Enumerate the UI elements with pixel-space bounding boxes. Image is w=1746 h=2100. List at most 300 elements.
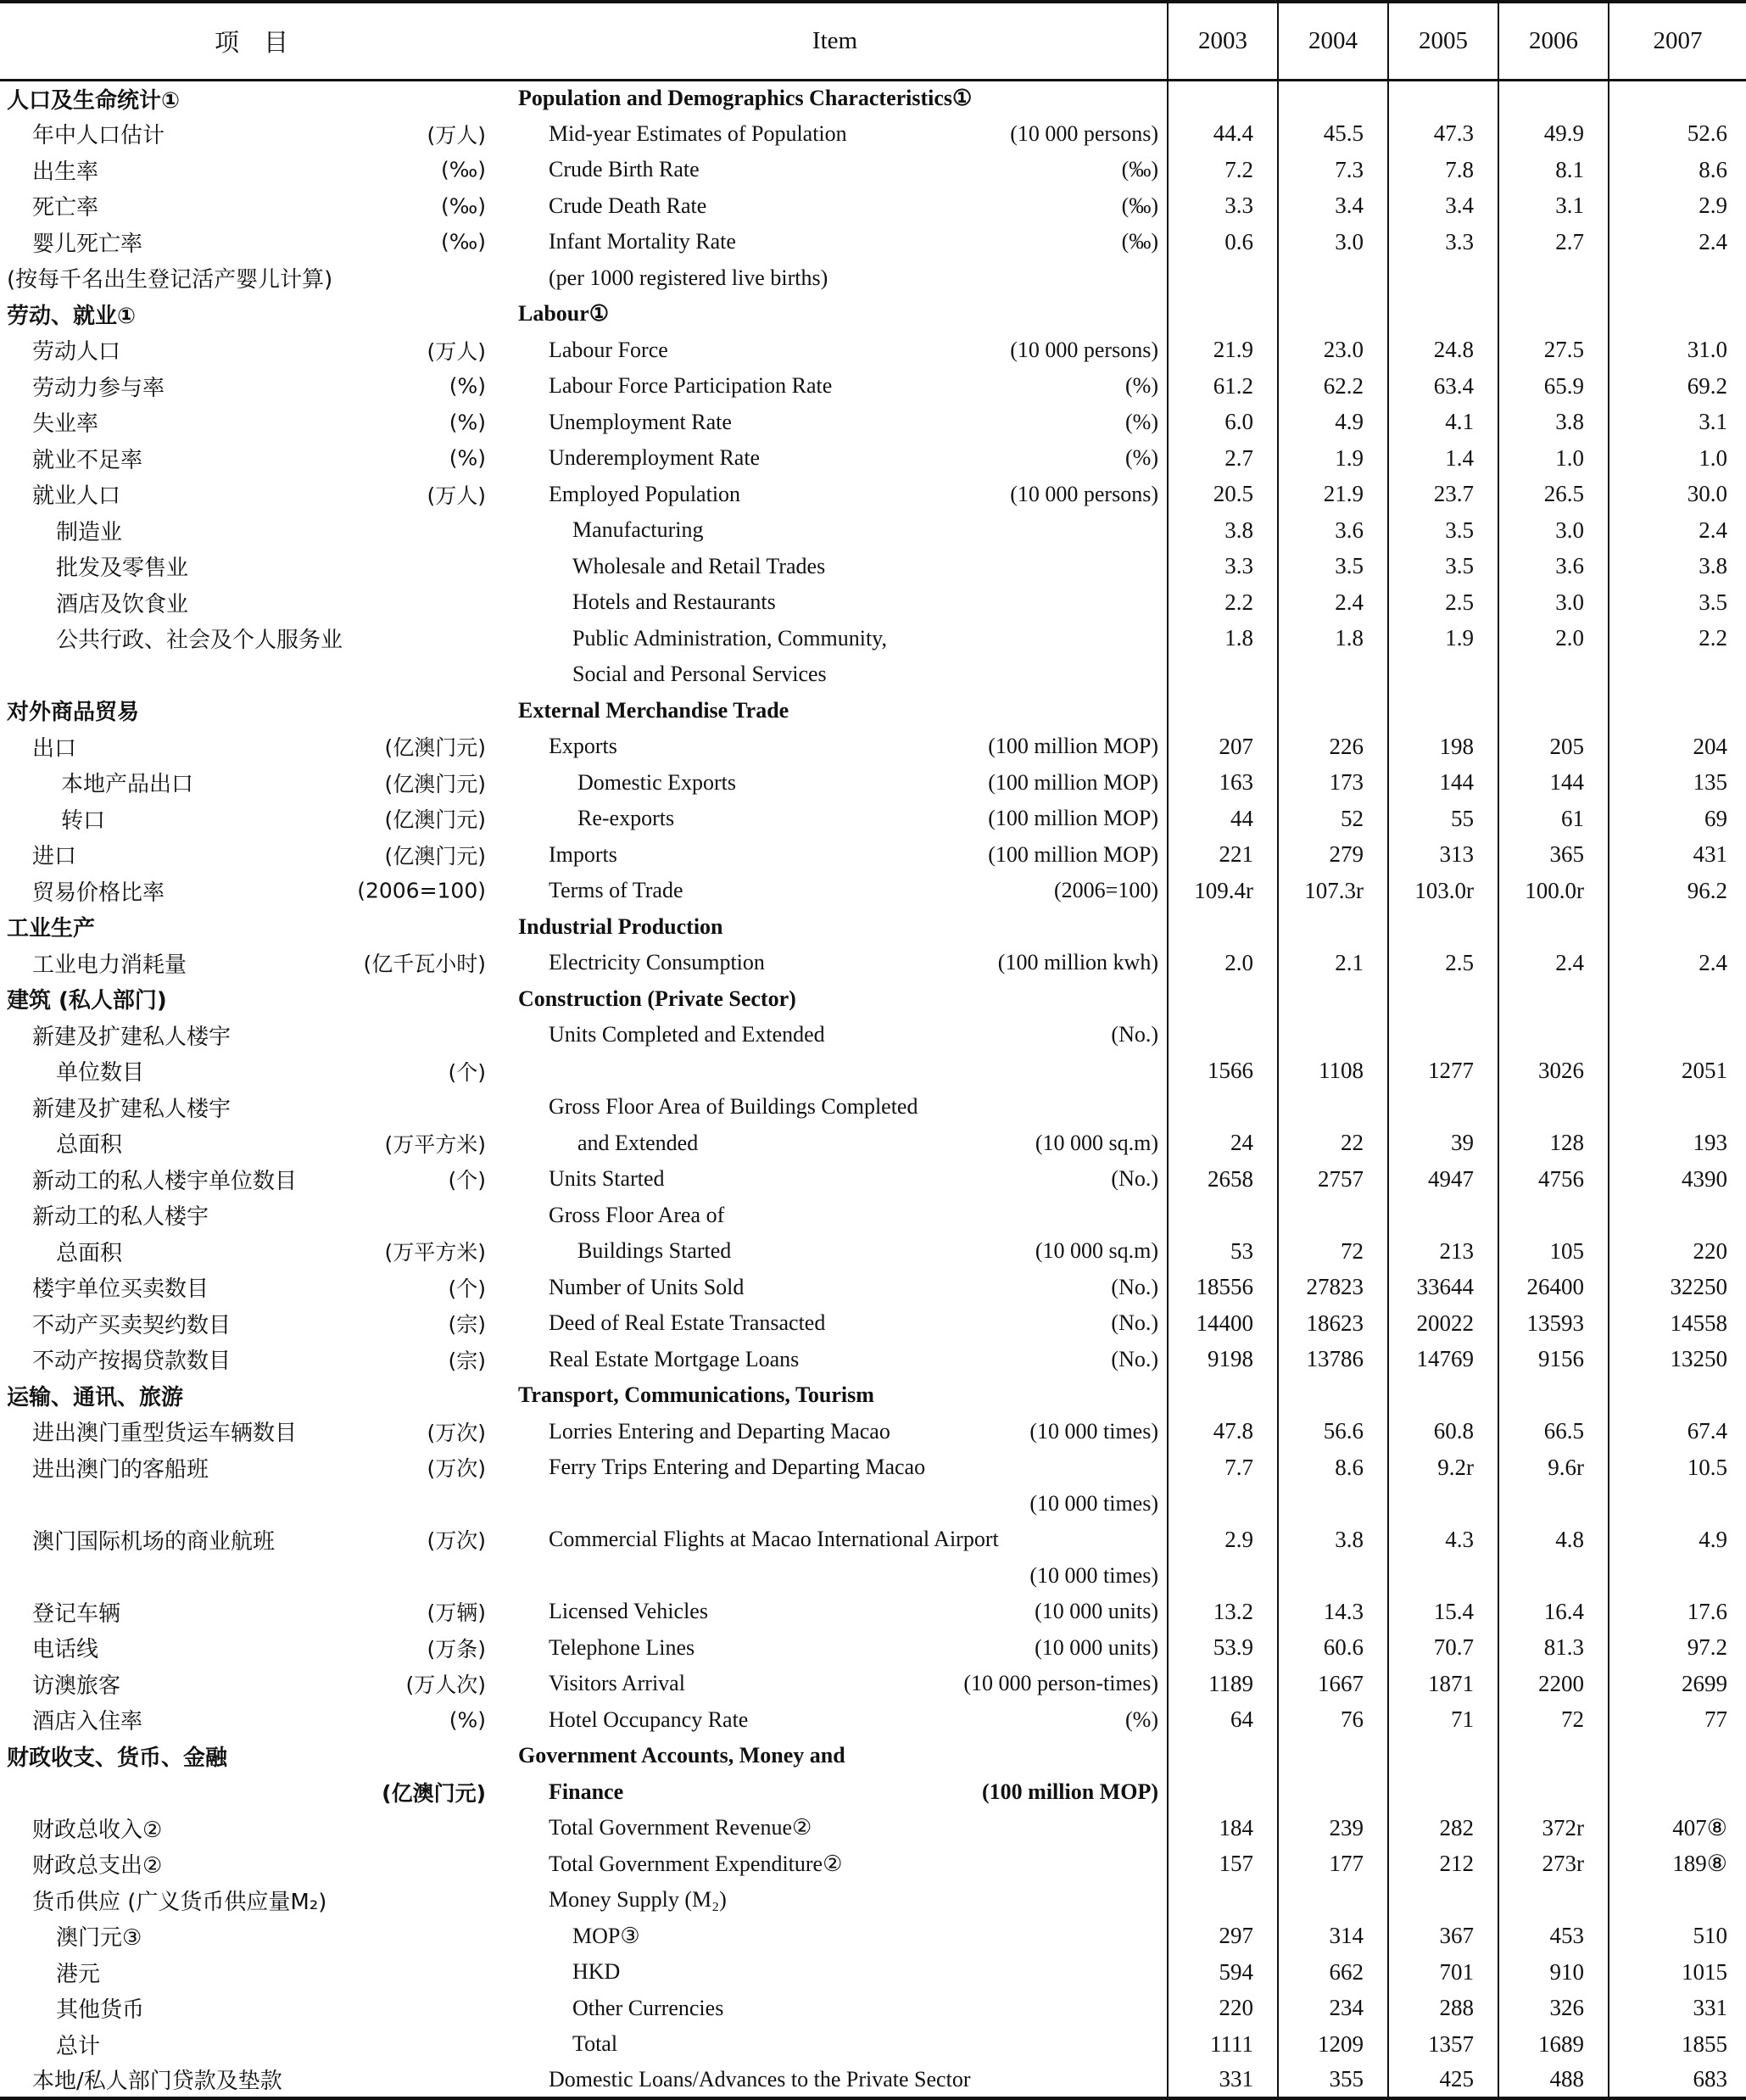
value-cell-2004: 14.3 <box>1278 1594 1388 1630</box>
item-en-cell <box>503 1305 1168 1342</box>
value-cell-2003: 2.9 <box>1168 1522 1278 1558</box>
item-cn-label: 港元 <box>56 1961 101 1987</box>
item-en-unit: (%) <box>1125 373 1158 399</box>
value-cell-2004: 279 <box>1278 837 1388 874</box>
value-cell-2005: 3.5 <box>1388 512 1498 549</box>
value-cell-2006: 8.1 <box>1498 152 1609 188</box>
table-row <box>0 1053 1746 1090</box>
value-cell-2006: 3.1 <box>1498 188 1609 225</box>
value-cell-2003: 3.3 <box>1168 188 1278 225</box>
item-en-unit: (10 000 times) <box>1029 1490 1158 1516</box>
value-cell-2007: 69.2 <box>1609 368 1746 405</box>
item-cn-cell <box>0 260 503 297</box>
value-cell-2005 <box>1388 909 1498 946</box>
value-cell-2003: 2.7 <box>1168 440 1278 477</box>
item-cn-label: 新动工的私人楼宇 <box>32 1204 209 1231</box>
item-en-label: Labour Force Participation Rate <box>549 373 833 399</box>
value-cell-2004: 1209 <box>1278 2026 1388 2063</box>
item-en-cell <box>503 1017 1168 1053</box>
value-cell-2005 <box>1388 1198 1498 1234</box>
item-en-cell <box>503 837 1168 874</box>
table-body <box>0 80 1746 2098</box>
item-en-label: Manufacturing <box>572 517 704 543</box>
value-cell-2004: 1.8 <box>1278 621 1388 657</box>
value-cell-2003: 3.8 <box>1168 512 1278 549</box>
value-cell-2007: 3.1 <box>1609 405 1746 441</box>
value-cell-2005 <box>1388 80 1498 116</box>
table-row <box>0 765 1746 801</box>
item-cn-cell <box>0 621 503 657</box>
value-cell-2004: 27823 <box>1278 1270 1388 1306</box>
item-en-unit: (No.) <box>1111 1274 1158 1299</box>
item-en-label: Underemployment Rate <box>549 445 761 471</box>
value-cell-2006: 1689 <box>1498 2026 1609 2063</box>
value-cell-2005 <box>1388 260 1498 297</box>
value-cell-2006: 100.0r <box>1498 873 1609 909</box>
value-cell-2003 <box>1168 1558 1278 1595</box>
item-en-cell <box>503 1918 1168 1955</box>
value-cell-2003: 2658 <box>1168 1161 1278 1198</box>
value-cell-2006 <box>1498 1017 1609 1053</box>
item-en-cell <box>503 1630 1168 1667</box>
item-cn-label: 不动产按揭贷款数目 <box>32 1349 231 1375</box>
value-cell-2007: 3.8 <box>1609 549 1746 585</box>
item-en-cell <box>503 1522 1168 1558</box>
header-year: 2006 <box>1498 2 1609 80</box>
value-cell-2007: 32250 <box>1609 1270 1746 1306</box>
value-cell-2007 <box>1609 1017 1746 1053</box>
item-en-label: Labour① <box>518 301 610 327</box>
value-cell-2006: 910 <box>1498 1954 1609 1991</box>
item-cn-label: 楼宇单位买卖数目 <box>32 1276 209 1303</box>
item-cn-label: 劳动人口 <box>32 339 121 366</box>
value-cell-2004: 4.9 <box>1278 405 1388 441</box>
value-cell-2006 <box>1498 1558 1609 1595</box>
value-cell-2007 <box>1609 1198 1746 1234</box>
item-en-label: Ferry Trips Entering and Departing Macao <box>549 1455 926 1480</box>
value-cell-2007: 193 <box>1609 1125 1746 1162</box>
item-cn-cell <box>0 729 503 765</box>
value-cell-2007: 407⑧ <box>1609 1810 1746 1846</box>
value-cell-2005: 2.5 <box>1388 945 1498 981</box>
value-cell-2007: 67.4 <box>1609 1414 1746 1450</box>
item-cn-label: 出口 <box>32 735 77 762</box>
item-en-unit: (%) <box>1125 409 1158 434</box>
item-cn-cell <box>0 2063 503 2099</box>
item-en-cell <box>503 512 1168 549</box>
item-en-label: Gross Floor Area of <box>549 1202 725 1227</box>
item-cn-label: 出生率 <box>32 159 99 185</box>
item-cn-cell <box>0 296 503 332</box>
item-en-label: Social and Personal Services <box>572 662 827 687</box>
item-en-label: Real Estate Mortgage Loans <box>549 1346 800 1371</box>
table-row <box>0 1305 1746 1342</box>
value-cell-2006: 3.0 <box>1498 584 1609 621</box>
item-en-label: Gross Floor Area of Buildings Completed <box>549 1094 918 1120</box>
section-header-row <box>0 909 1746 946</box>
value-cell-2006 <box>1498 1198 1609 1234</box>
value-cell-2007 <box>1609 656 1746 693</box>
item-cn-cell <box>0 512 503 549</box>
value-cell-2005: 4.3 <box>1388 1522 1498 1558</box>
item-en-cell <box>503 1846 1168 1883</box>
item-cn-unit: (‰) <box>440 193 486 219</box>
item-cn-cell <box>0 765 503 801</box>
value-cell-2003: 13.2 <box>1168 1594 1278 1630</box>
item-cn-label: 人口及生命统计① <box>7 87 181 114</box>
item-cn-unit: (亿澳门元) <box>384 843 486 868</box>
value-cell-2007: 2.4 <box>1609 512 1746 549</box>
value-cell-2003: 3.3 <box>1168 549 1278 585</box>
value-cell-2003: 47.8 <box>1168 1414 1278 1450</box>
value-cell-2005: 212 <box>1388 1846 1498 1883</box>
item-en-label: Money Supply (M₂) <box>549 1887 727 1913</box>
section-header-row <box>0 1774 1746 1811</box>
value-cell-2004: 8.6 <box>1278 1449 1388 1486</box>
item-cn-unit: (宗) <box>448 1312 486 1338</box>
item-en-cell <box>503 1558 1168 1595</box>
table-row <box>0 549 1746 585</box>
value-cell-2003: 2.2 <box>1168 584 1278 621</box>
item-en-label: Lorries Entering and Departing Macao <box>549 1418 890 1444</box>
value-cell-2005 <box>1388 1882 1498 1918</box>
table-row <box>0 116 1746 153</box>
value-cell-2006: 128 <box>1498 1125 1609 1162</box>
value-cell-2004: 72 <box>1278 1233 1388 1270</box>
table-row <box>0 1558 1746 1595</box>
table-row <box>0 656 1746 693</box>
value-cell-2005: 7.8 <box>1388 152 1498 188</box>
item-cn-cell <box>0 188 503 225</box>
value-cell-2004: 107.3r <box>1278 873 1388 909</box>
value-cell-2006: 72 <box>1498 1702 1609 1739</box>
value-cell-2007 <box>1609 1486 1746 1522</box>
item-cn-cell <box>0 584 503 621</box>
value-cell-2005: 55 <box>1388 801 1498 837</box>
item-cn-cell <box>0 873 503 909</box>
value-cell-2005: 14769 <box>1388 1342 1498 1378</box>
value-cell-2004: 52 <box>1278 801 1388 837</box>
table-row <box>0 1342 1746 1378</box>
table-row <box>0 1991 1746 2027</box>
value-cell-2003 <box>1168 260 1278 297</box>
value-cell-2004 <box>1278 909 1388 946</box>
table-row <box>0 1449 1746 1486</box>
value-cell-2004 <box>1278 1377 1388 1414</box>
item-en-label: Total Government Revenue② <box>549 1815 812 1840</box>
value-cell-2004: 226 <box>1278 729 1388 765</box>
item-cn-label: 公共行政、社会及个人服务业 <box>56 628 343 654</box>
item-en-label: Other Currencies <box>572 1995 724 2020</box>
value-cell-2005: 367 <box>1388 1918 1498 1955</box>
table-row <box>0 1594 1746 1630</box>
item-cn-label: 转口 <box>61 807 106 834</box>
value-cell-2007 <box>1609 1882 1746 1918</box>
value-cell-2005: 4.1 <box>1388 405 1498 441</box>
table-row <box>0 837 1746 874</box>
item-cn-label: 运输、通讯、旅游 <box>7 1384 184 1410</box>
value-cell-2005: 4947 <box>1388 1161 1498 1198</box>
item-cn-cell <box>0 1053 503 1090</box>
item-cn-cell <box>0 1558 503 1595</box>
table-row <box>0 440 1746 477</box>
item-en-cell <box>503 440 1168 477</box>
item-cn-unit: (万人) <box>427 338 486 364</box>
item-cn-cell <box>0 1630 503 1667</box>
item-cn-unit: (万次) <box>427 1456 486 1482</box>
value-cell-2005 <box>1388 1017 1498 1053</box>
item-en-unit: (10 000 sq.m) <box>1035 1238 1158 1264</box>
item-cn-cell <box>0 693 503 729</box>
item-en-label: Re-exports <box>577 806 675 831</box>
value-cell-2003 <box>1168 981 1278 1018</box>
value-cell-2007: 14558 <box>1609 1305 1746 1342</box>
item-cn-unit: (万次) <box>427 1528 486 1554</box>
item-cn-unit: (个) <box>448 1168 486 1193</box>
value-cell-2005 <box>1388 1738 1498 1774</box>
item-en-label: and Extended <box>577 1130 699 1155</box>
item-en-unit: (10 000 times) <box>1029 1562 1158 1588</box>
table-row <box>0 1810 1746 1846</box>
value-cell-2007: 510 <box>1609 1918 1746 1955</box>
table-row <box>0 1702 1746 1739</box>
item-cn-cell <box>0 440 503 477</box>
table-row <box>0 1918 1746 1955</box>
item-cn-cell <box>0 1738 503 1774</box>
table-row <box>0 873 1746 909</box>
value-cell-2006 <box>1498 909 1609 946</box>
item-cn-cell <box>0 1486 503 1522</box>
item-cn-cell <box>0 1449 503 1486</box>
item-cn-label: 建筑 (私人部门) <box>7 988 167 1014</box>
table-row <box>0 512 1746 549</box>
item-cn-unit: (2006=100) <box>357 878 486 903</box>
value-cell-2003: 2.0 <box>1168 945 1278 981</box>
value-cell-2007: 189⑧ <box>1609 1846 1746 1883</box>
value-cell-2006: 326 <box>1498 1991 1609 2027</box>
value-cell-2007: 10.5 <box>1609 1449 1746 1486</box>
value-cell-2003: 18556 <box>1168 1270 1278 1306</box>
value-cell-2007: 13250 <box>1609 1342 1746 1378</box>
value-cell-2006: 26.5 <box>1498 477 1609 513</box>
item-en-cell <box>503 549 1168 585</box>
item-cn-unit: (万条) <box>427 1636 486 1662</box>
value-cell-2003: 207 <box>1168 729 1278 765</box>
value-cell-2007 <box>1609 80 1746 116</box>
value-cell-2004: 2757 <box>1278 1161 1388 1198</box>
value-cell-2004: 22 <box>1278 1125 1388 1162</box>
value-cell-2005: 9.2r <box>1388 1449 1498 1486</box>
value-cell-2007: 30.0 <box>1609 477 1746 513</box>
item-cn-cell <box>0 1918 503 1955</box>
value-cell-2006: 365 <box>1498 837 1609 874</box>
value-cell-2007: 17.6 <box>1609 1594 1746 1630</box>
table-row <box>0 1486 1746 1522</box>
value-cell-2007: 431 <box>1609 837 1746 874</box>
table-row <box>0 224 1746 260</box>
value-cell-2006: 372r <box>1498 1810 1609 1846</box>
item-cn-label: 贸易价格比率 <box>32 880 165 906</box>
value-cell-2007 <box>1609 1558 1746 1595</box>
value-cell-2005: 425 <box>1388 2063 1498 2099</box>
value-cell-2003 <box>1168 1738 1278 1774</box>
item-cn-label: 失业率 <box>32 411 99 438</box>
value-cell-2004: 355 <box>1278 2063 1388 2099</box>
item-en-unit: (10 000 units) <box>1035 1634 1158 1660</box>
table-row <box>0 1161 1746 1198</box>
value-cell-2003: 220 <box>1168 1991 1278 2027</box>
value-cell-2004 <box>1278 656 1388 693</box>
value-cell-2006 <box>1498 1774 1609 1811</box>
value-cell-2005 <box>1388 656 1498 693</box>
item-cn-label: 财政总支出② <box>32 1853 163 1879</box>
item-cn-label: 澳门国际机场的商业航班 <box>32 1528 276 1555</box>
item-cn-cell <box>0 1954 503 1991</box>
value-cell-2005: 15.4 <box>1388 1594 1498 1630</box>
item-en-cell <box>503 1774 1168 1811</box>
item-cn-cell <box>0 981 503 1018</box>
item-en-label: Crude Death Rate <box>549 193 707 218</box>
value-cell-2004 <box>1278 1882 1388 1918</box>
item-en-cell <box>503 2063 1168 2099</box>
item-en-unit: (10 000 sq.m) <box>1035 1130 1158 1155</box>
value-cell-2007: 220 <box>1609 1233 1746 1270</box>
item-cn-label: 工业生产 <box>7 916 96 942</box>
item-cn-unit: (亿澳门元) <box>384 735 486 761</box>
value-cell-2003: 0.6 <box>1168 224 1278 260</box>
item-cn-unit: (‰) <box>440 229 486 254</box>
value-cell-2003 <box>1168 909 1278 946</box>
item-cn-label: 死亡率 <box>32 195 99 221</box>
item-cn-label: 总计 <box>56 2033 101 2059</box>
item-cn-unit: (亿澳门元) <box>384 807 486 833</box>
item-cn-unit: (万人) <box>427 483 486 508</box>
value-cell-2004: 3.5 <box>1278 549 1388 585</box>
value-cell-2005: 1277 <box>1388 1053 1498 1090</box>
header-year: 2007 <box>1609 2 1746 80</box>
header-item-en: Item <box>503 2 1168 80</box>
value-cell-2005: 213 <box>1388 1233 1498 1270</box>
item-en-label: Visitors Arrival <box>549 1671 685 1696</box>
value-cell-2006: 3026 <box>1498 1053 1609 1090</box>
value-cell-2007: 331 <box>1609 1991 1746 2027</box>
item-cn-unit: (宗) <box>448 1348 486 1373</box>
item-en-label: Number of Units Sold <box>549 1274 745 1299</box>
item-en-label: Crude Birth Rate <box>549 157 700 182</box>
item-en-label: Units Started <box>549 1166 665 1192</box>
table-row <box>0 1270 1746 1306</box>
header-row <box>0 2 1746 80</box>
value-cell-2005: 1871 <box>1388 1666 1498 1702</box>
item-en-unit: (10 000 person-times) <box>963 1671 1158 1696</box>
item-cn-cell <box>0 80 503 116</box>
value-cell-2006: 81.3 <box>1498 1630 1609 1667</box>
value-cell-2003: 1.8 <box>1168 621 1278 657</box>
value-cell-2004: 60.6 <box>1278 1630 1388 1667</box>
table-row <box>0 332 1746 369</box>
table-row <box>0 152 1746 188</box>
value-cell-2006: 205 <box>1498 729 1609 765</box>
value-cell-2006: 1.0 <box>1498 440 1609 477</box>
value-cell-2003: 20.5 <box>1168 477 1278 513</box>
item-en-label: Imports <box>549 841 617 867</box>
item-en-label: Construction (Private Sector) <box>518 986 796 1011</box>
value-cell-2006: 2200 <box>1498 1666 1609 1702</box>
item-cn-label: 进口 <box>32 844 77 870</box>
value-cell-2005: 63.4 <box>1388 368 1498 405</box>
item-cn-label: 婴儿死亡率 <box>32 231 143 257</box>
item-en-cell <box>503 1414 1168 1450</box>
table-row <box>0 945 1746 981</box>
item-cn-label: 年中人口估计 <box>32 123 165 149</box>
value-cell-2005: 3.5 <box>1388 549 1498 585</box>
value-cell-2007: 2.2 <box>1609 621 1746 657</box>
value-cell-2007: 2.9 <box>1609 188 1746 225</box>
item-cn-cell <box>0 909 503 946</box>
item-cn-cell <box>0 477 503 513</box>
value-cell-2007: 31.0 <box>1609 332 1746 369</box>
item-en-cell <box>503 1198 1168 1234</box>
table-row <box>0 1954 1746 1991</box>
value-cell-2004: 177 <box>1278 1846 1388 1883</box>
value-cell-2004: 3.6 <box>1278 512 1388 549</box>
item-cn-cell <box>0 368 503 405</box>
item-en-cell <box>503 1125 1168 1162</box>
item-cn-label: 不动产买卖契约数目 <box>32 1312 231 1338</box>
item-en-cell <box>503 332 1168 369</box>
item-en-cell <box>503 2026 1168 2063</box>
item-cn-label: 其他货币 <box>56 1997 145 2024</box>
item-cn-label: 总面积 <box>56 1240 123 1266</box>
value-cell-2006 <box>1498 981 1609 1018</box>
value-cell-2003: 157 <box>1168 1846 1278 1883</box>
item-en-unit: (No.) <box>1111 1346 1158 1371</box>
value-cell-2004: 13786 <box>1278 1342 1388 1378</box>
item-cn-unit: (%) <box>449 445 486 471</box>
value-cell-2007: 52.6 <box>1609 116 1746 153</box>
item-cn-cell <box>0 1882 503 1918</box>
table-row <box>0 1666 1746 1702</box>
value-cell-2003: 1111 <box>1168 2026 1278 2063</box>
item-en-cell <box>503 296 1168 332</box>
item-cn-label: 酒店及饮食业 <box>56 591 189 617</box>
value-cell-2003: 1566 <box>1168 1053 1278 1090</box>
value-cell-2005 <box>1388 1377 1498 1414</box>
item-en-unit: (No.) <box>1111 1022 1158 1047</box>
table-row <box>0 1233 1746 1270</box>
item-en-label: MOP③ <box>572 1923 640 1948</box>
item-cn-cell <box>0 116 503 153</box>
section-header-row <box>0 296 1746 332</box>
item-cn-cell <box>0 549 503 585</box>
item-cn-unit: (万平方米) <box>384 1240 486 1265</box>
item-en-unit: (100 million MOP) <box>988 806 1158 831</box>
item-en-cell <box>503 1666 1168 1702</box>
header-year: 2005 <box>1388 2 1498 80</box>
value-cell-2005: 1.9 <box>1388 621 1498 657</box>
item-cn-label: 进出澳门的客船班 <box>32 1456 209 1483</box>
item-en-cell <box>503 1810 1168 1846</box>
item-en-label: Finance <box>549 1779 624 1804</box>
value-cell-2004 <box>1278 1486 1388 1522</box>
value-cell-2003 <box>1168 296 1278 332</box>
value-cell-2006: 105 <box>1498 1233 1609 1270</box>
value-cell-2005 <box>1388 1089 1498 1125</box>
value-cell-2003 <box>1168 1882 1278 1918</box>
item-en-cell <box>503 1161 1168 1198</box>
item-cn-unit: (万平方米) <box>384 1131 486 1157</box>
value-cell-2007 <box>1609 260 1746 297</box>
